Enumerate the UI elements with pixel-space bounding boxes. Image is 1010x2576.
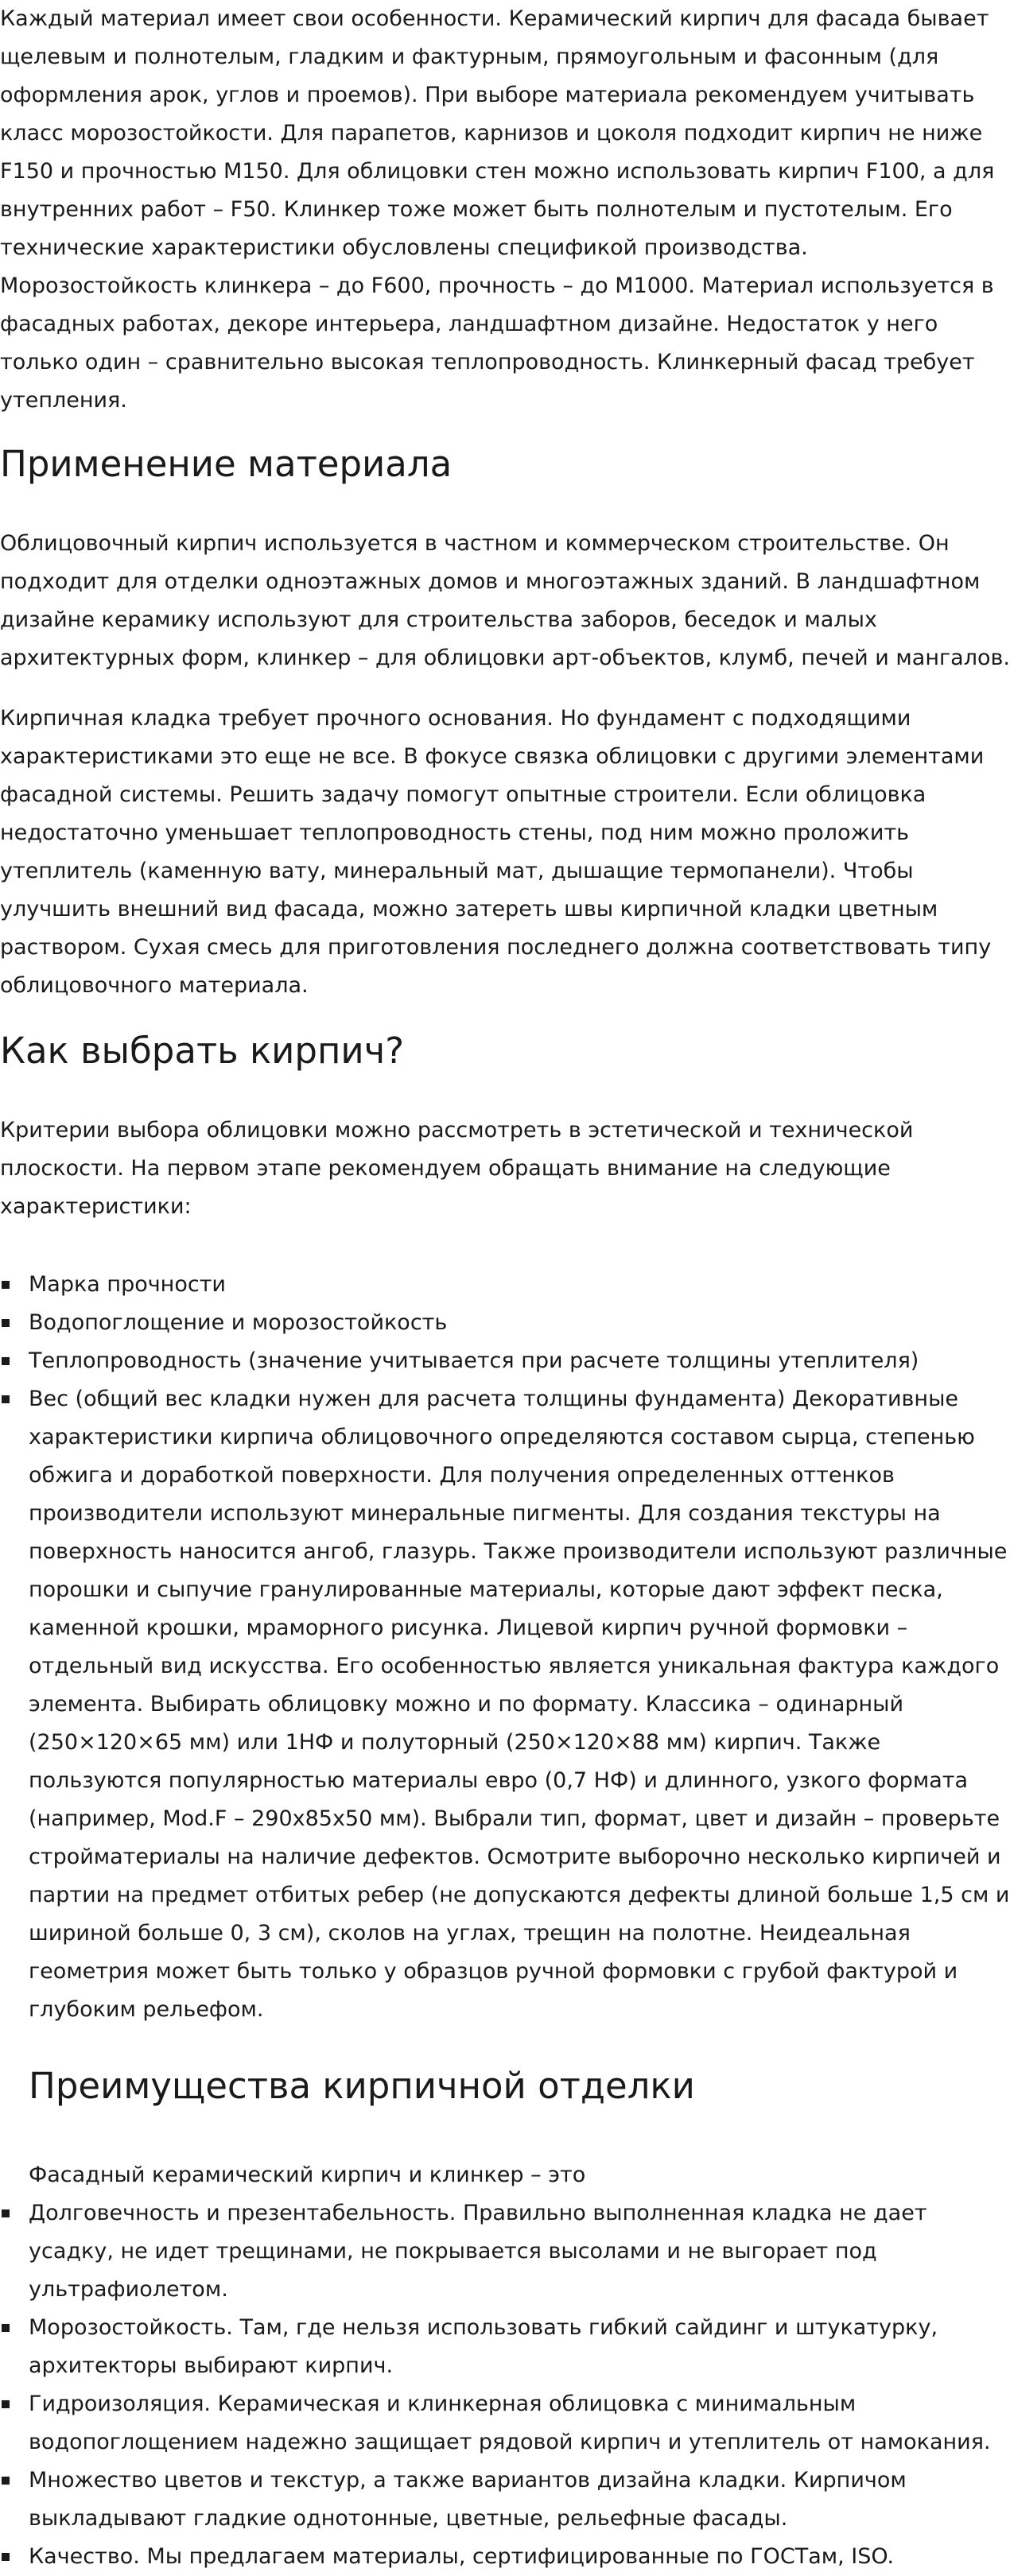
list-item: Теплопроводность (значение учитывается при расчете толщины утеплителя) bbox=[0, 1342, 1010, 1380]
choose-paragraph: Критерии выбора облицовки можно рассмотреть в эстетической и технической плоскости. На первом этапе рекомендуем обращать внимание на следующие характеристики: bbox=[0, 1118, 914, 1219]
usage-paragraph-1: Облицовочный кирпич используется в частном и коммерческом строительстве. Он подходит для отделки одноэтажных домов и многоэтажных зданий. В ландшафтном дизайне керамику используют для строительства заборов, беседок и малых архитектурных форм, клинкер – для облицовки арт-объектов, клумб, печей и мангалов. bbox=[0, 531, 1010, 670]
list-item: Вес (общий вес кладки нужен для расчета толщины фундамента) Декоративные характеристики кирпича облицовочного определяются составом сырца, степенью обжига и доработкой поверхности. Для получения определенных оттенков производители используют минеральные пигменты. Для создания текстуры на поверхность наносится ангоб, глазурь. Также производители используют различные порошки и сыпучие гранулированные материалы, которые дают эффект песка, каменной крошки, мраморного рисунка. Лицевой кирпич ручной формовки – отдельный вид искусства. Его особенностью является уникальная фактура каждого элемента. Выбирать облицовку можно и по формату. Классика – одинарный (250×120×65 мм) или 1НФ и полуторный (250×120×88 мм) кирпич. Также пользуются популярностью материалы евро (0,7 НФ) и длинного, узкого формата (например, Mod.F – 290х85х50 мм). Выбрали тип, формат, цвет и дизайн – проверьте стройматериалы на наличие дефектов. Осмотрите выборочно несколько кирпичей и партии на предмет отбитых ребер (не допускаются дефекты длиной больше 1,5 см и шириной больше 0, 3 см), сколов на углах, трещин на полотне. Неидеальная геометрия может быть только у образцов ручной формовки с грубой фактурой и глубоким рельефом. bbox=[0, 1380, 1010, 2029]
list-item: Марка прочности bbox=[0, 1266, 1010, 1304]
list-item: Морозостойкость. Там, где нельзя использовать гибкий сайдинг и штукатурку, архитекторы выбирают кирпич. bbox=[0, 2309, 1010, 2385]
list-item: Гидроизоляция. Керамическая и клинкерная облицовка с минимальным водопоглощением надежно защищает рядовой кирпич и утеплитель от намокания. bbox=[0, 2385, 1010, 2462]
advantages-list bbox=[0, 2194, 1010, 2576]
usage-paragraph-2: Кирпичная кладка требует прочного основания. Но фундамент с подходящими характеристиками это еще не все. В фокусе связка облицовки с другими элементами фасадной системы. Решить задачу помогут опытные строители. Если облицовка недостаточно уменьшает теплопроводность стены, под ним можно проложить утеплитель (каменную вату, минеральный мат, дышащие термопанели). Чтобы улучшить внешний вид фасада, можно затереть швы кирпичной кладки цветным раствором. Сухая смесь для приготовления последнего должна соответствовать типу облицовочного материала. bbox=[0, 706, 992, 998]
list-item: Водопоглощение и морозостойкость bbox=[0, 1304, 1010, 1342]
list-item: Множество цветов и текстур, а также вариантов дизайна кладки. Кирпичом выкладывают гладкие однотонные, цветные, рельефные фасады. bbox=[0, 2462, 1010, 2538]
criteria-list bbox=[0, 1266, 1010, 2029]
list-item: Долговечность и презентабельность. Правильно выполненная кладка не дает усадку, не идет трещинами, не покрывается высолами и не выгорает под ультрафиолетом. bbox=[0, 2194, 1010, 2309]
advantages-heading: Преимущества кирпичной отделки bbox=[29, 2065, 695, 2107]
intro-paragraph: Каждый материал имеет свои особенности. Керамический кирпич для фасада бывает щелевым и полнотелым, гладким и фактурным, прямоугольным и фасонным (для оформления арок, углов и проемов). При выборе материала рекомендуем учитывать класс морозостойкости. Для парапетов, карнизов и цоколя подходит кирпич не ниже F150 и прочностью М150. Для облицовки стен можно использовать кирпич F100, а для внутренних работ – F50. Клинкер тоже может быть полнотелым и пустотелым. Его технические характеристики обусловлены спецификой производства. Морозостойкость клинкера – до F600, прочность – до М1000. Материал используется в фасадных работах, декоре интерьера, ландшафтном дизайне. Недостаток у него только один – сравнительно высокая теплопроводность. Клинкерный фасад требует утепления. bbox=[0, 6, 995, 413]
choose-heading: Как выбрать кирпич? bbox=[0, 1030, 405, 1072]
advantages-intro: Фасадный керамический кирпич и клинкер – это bbox=[29, 2163, 586, 2187]
usage-heading: Применение материала bbox=[0, 443, 453, 485]
list-item: Качество. Мы предлагаем материалы, сертифицированные по ГОСТам, ISO. bbox=[0, 2538, 1010, 2576]
